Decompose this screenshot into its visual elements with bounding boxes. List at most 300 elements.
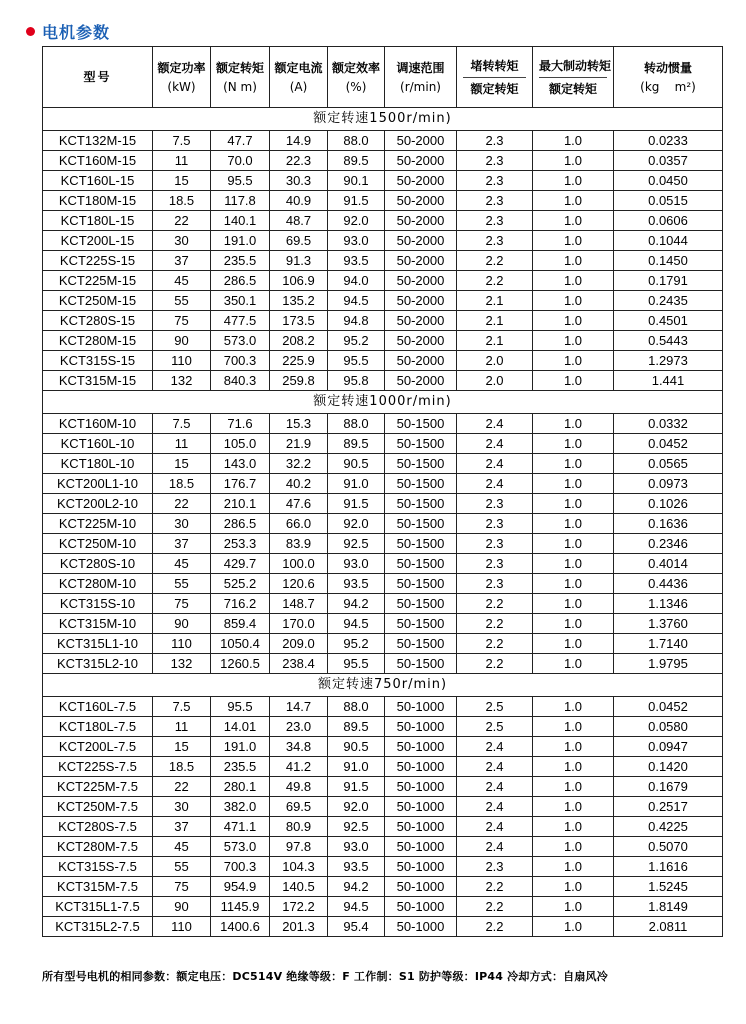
cell-power: 22 [153,211,211,231]
table-row [43,474,723,494]
cell-model: KCT160M-10 [43,414,153,434]
cell-inertia: 1.441 [614,371,723,391]
cell-stall-ratio: 2.3 [457,131,533,151]
header-current-unit: (A) [289,79,308,94]
cell-torque: 573.0 [211,331,270,351]
cell-current: 140.5 [270,877,328,897]
header-current-label: 额定电流 [274,60,323,75]
cell-speed-range: 50-1500 [385,434,457,454]
cell-torque: 47.7 [211,131,270,151]
cell-speed-range: 50-1500 [385,534,457,554]
cell-speed-range: 50-2000 [385,151,457,171]
cell-power: 55 [153,291,211,311]
cell-stall-ratio: 2.3 [457,231,533,251]
header-inertia [614,47,723,108]
cell-speed-range: 50-1500 [385,554,457,574]
cell-speed-range: 50-2000 [385,371,457,391]
cell-model: KCT132M-15 [43,131,153,151]
cell-current: 15.3 [270,414,328,434]
cell-stall-ratio: 2.2 [457,614,533,634]
cell-inertia: 0.1450 [614,251,723,271]
cell-max-brake-ratio: 1.0 [533,291,614,311]
cell-power: 37 [153,534,211,554]
cell-model: KCT280M-7.5 [43,837,153,857]
cell-stall-ratio: 2.1 [457,291,533,311]
table-row [43,514,723,534]
cell-max-brake-ratio: 1.0 [533,231,614,251]
cell-torque: 235.5 [211,251,270,271]
cell-speed-range: 50-1000 [385,797,457,817]
cell-efficiency: 94.5 [328,291,385,311]
cell-model: KCT225M-15 [43,271,153,291]
cell-inertia: 1.5245 [614,877,723,897]
table-row [43,211,723,231]
cell-torque: 176.7 [211,474,270,494]
cell-model: KCT160L-10 [43,434,153,454]
cell-max-brake-ratio: 1.0 [533,371,614,391]
bullet-icon [26,27,35,36]
cell-efficiency: 91.5 [328,494,385,514]
cell-max-brake-ratio: 1.0 [533,614,614,634]
cell-model: KCT315S-10 [43,594,153,614]
cell-efficiency: 89.5 [328,151,385,171]
cell-speed-range: 50-2000 [385,231,457,251]
cell-inertia: 0.0357 [614,151,723,171]
cell-current: 148.7 [270,594,328,614]
cell-inertia: 1.9795 [614,654,723,674]
cell-power: 90 [153,331,211,351]
header-efficiency-unit: (%) [345,79,367,94]
table-row [43,534,723,554]
cell-speed-range: 50-1000 [385,877,457,897]
cell-model: KCT280M-15 [43,331,153,351]
cell-model: KCT315M-10 [43,614,153,634]
cell-inertia: 0.4225 [614,817,723,837]
cell-power: 45 [153,271,211,291]
cell-model: KCT250M-15 [43,291,153,311]
cell-max-brake-ratio: 1.0 [533,634,614,654]
cell-current: 201.3 [270,917,328,937]
cell-model: KCT315S-15 [43,351,153,371]
cell-power: 15 [153,454,211,474]
cell-inertia: 0.0973 [614,474,723,494]
cell-model: KCT225S-15 [43,251,153,271]
table-header [43,47,723,108]
footnote: 所有型号电机的相同参数：额定电压：DC514V 绝缘等级：F 工作制：S1 防护等级：IP44 冷却方式：自扇风冷 [42,970,608,983]
cell-current: 172.2 [270,897,328,917]
cell-inertia: 0.2435 [614,291,723,311]
cell-torque: 471.1 [211,817,270,837]
table-row [43,817,723,837]
cell-speed-range: 50-1500 [385,454,457,474]
cell-efficiency: 92.5 [328,534,385,554]
cell-torque: 210.1 [211,494,270,514]
header-model: 型号 [43,47,153,108]
cell-speed-range: 50-2000 [385,171,457,191]
table-row [43,554,723,574]
header-efficiency [328,47,385,108]
cell-current: 41.2 [270,757,328,777]
cell-torque: 859.4 [211,614,270,634]
cell-torque: 71.6 [211,414,270,434]
section-title: 额定转速1500r/min) [43,108,723,131]
header-torque [211,47,270,108]
cell-speed-range: 50-1000 [385,697,457,717]
cell-inertia: 0.1026 [614,494,723,514]
cell-efficiency: 88.0 [328,697,385,717]
cell-speed-range: 50-1500 [385,574,457,594]
cell-power: 22 [153,494,211,514]
cell-current: 22.3 [270,151,328,171]
cell-efficiency: 95.4 [328,917,385,937]
section-header-row [43,391,723,414]
cell-current: 14.9 [270,131,328,151]
cell-inertia: 0.1636 [614,514,723,534]
table-row [43,737,723,757]
cell-efficiency: 94.2 [328,594,385,614]
cell-inertia: 1.2973 [614,351,723,371]
cell-model: KCT180L-15 [43,211,153,231]
cell-torque: 573.0 [211,837,270,857]
cell-stall-ratio: 2.3 [457,494,533,514]
table-row [43,351,723,371]
cell-power: 75 [153,877,211,897]
cell-speed-range: 50-1500 [385,594,457,614]
header-speed-range [385,47,457,108]
cell-current: 69.5 [270,231,328,251]
cell-max-brake-ratio: 1.0 [533,574,614,594]
table-row [43,494,723,514]
cell-efficiency: 89.5 [328,434,385,454]
cell-current: 173.5 [270,311,328,331]
cell-speed-range: 50-2000 [385,211,457,231]
table-row [43,697,723,717]
cell-model: KCT280S-10 [43,554,153,574]
cell-power: 45 [153,837,211,857]
table-row [43,414,723,434]
cell-max-brake-ratio: 1.0 [533,797,614,817]
cell-current: 91.3 [270,251,328,271]
cell-current: 47.6 [270,494,328,514]
cell-torque: 1400.6 [211,917,270,937]
cell-power: 110 [153,634,211,654]
cell-torque: 280.1 [211,777,270,797]
cell-stall-ratio: 2.3 [457,211,533,231]
cell-torque: 429.7 [211,554,270,574]
cell-model: KCT200L2-10 [43,494,153,514]
cell-power: 75 [153,311,211,331]
cell-max-brake-ratio: 1.0 [533,494,614,514]
cell-max-brake-ratio: 1.0 [533,474,614,494]
cell-efficiency: 95.2 [328,331,385,351]
cell-stall-ratio: 2.5 [457,717,533,737]
cell-max-brake-ratio: 1.0 [533,757,614,777]
cell-current: 32.2 [270,454,328,474]
table-row [43,434,723,454]
cell-max-brake-ratio: 1.0 [533,594,614,614]
cell-speed-range: 50-2000 [385,191,457,211]
cell-speed-range: 50-1000 [385,737,457,757]
cell-power: 22 [153,777,211,797]
cell-max-brake-ratio: 1.0 [533,454,614,474]
cell-efficiency: 92.0 [328,797,385,817]
cell-model: KCT250M-10 [43,534,153,554]
table-row [43,231,723,251]
table-row [43,717,723,737]
cell-efficiency: 90.5 [328,737,385,757]
cell-model: KCT250M-7.5 [43,797,153,817]
cell-stall-ratio: 2.4 [457,817,533,837]
cell-stall-ratio: 2.2 [457,917,533,937]
cell-stall-ratio: 2.2 [457,897,533,917]
table-row [43,171,723,191]
cell-efficiency: 91.0 [328,757,385,777]
header-inertia-label: 转动惯量 [643,60,692,75]
cell-efficiency: 95.2 [328,634,385,654]
cell-current: 259.8 [270,371,328,391]
header-efficiency-label: 额定效率 [331,60,380,75]
cell-stall-ratio: 2.2 [457,251,533,271]
cell-inertia: 0.4436 [614,574,723,594]
cell-model: KCT315M-7.5 [43,877,153,897]
table-row [43,311,723,331]
cell-speed-range: 50-1500 [385,494,457,514]
header-current [270,47,328,108]
table-row [43,291,723,311]
cell-stall-ratio: 2.2 [457,877,533,897]
cell-torque: 477.5 [211,311,270,331]
cell-current: 14.7 [270,697,328,717]
cell-stall-ratio: 2.3 [457,554,533,574]
cell-max-brake-ratio: 1.0 [533,777,614,797]
cell-efficiency: 91.0 [328,474,385,494]
cell-power: 15 [153,737,211,757]
cell-max-brake-ratio: 1.0 [533,191,614,211]
cell-power: 55 [153,574,211,594]
cell-efficiency: 95.5 [328,654,385,674]
cell-efficiency: 94.0 [328,271,385,291]
cell-current: 69.5 [270,797,328,817]
cell-torque: 1145.9 [211,897,270,917]
cell-efficiency: 93.5 [328,251,385,271]
table-row [43,634,723,654]
cell-power: 110 [153,917,211,937]
cell-efficiency: 93.5 [328,857,385,877]
cell-current: 106.9 [270,271,328,291]
cell-inertia: 1.1616 [614,857,723,877]
header-power-label: 额定功率 [157,60,206,75]
cell-speed-range: 50-1000 [385,837,457,857]
table-row [43,797,723,817]
cell-stall-ratio: 2.4 [457,474,533,494]
cell-efficiency: 95.8 [328,371,385,391]
table-row [43,614,723,634]
cell-current: 80.9 [270,817,328,837]
cell-model: KCT225M-10 [43,514,153,534]
cell-inertia: 0.1420 [614,757,723,777]
cell-torque: 143.0 [211,454,270,474]
cell-model: KCT200L-15 [43,231,153,251]
cell-speed-range: 50-1500 [385,654,457,674]
cell-speed-range: 50-1000 [385,817,457,837]
page-title [26,20,110,42]
cell-power: 45 [153,554,211,574]
cell-model: KCT200L1-10 [43,474,153,494]
cell-power: 30 [153,231,211,251]
cell-model: KCT180M-15 [43,191,153,211]
cell-inertia: 1.8149 [614,897,723,917]
table-body [43,108,723,937]
cell-inertia: 0.1679 [614,777,723,797]
cell-inertia: 1.3760 [614,614,723,634]
cell-max-brake-ratio: 1.0 [533,837,614,857]
cell-max-brake-ratio: 1.0 [533,351,614,371]
cell-torque: 95.5 [211,171,270,191]
table-row [43,917,723,937]
cell-inertia: 0.0332 [614,414,723,434]
cell-model: KCT280M-10 [43,574,153,594]
cell-stall-ratio: 2.1 [457,331,533,351]
cell-power: 55 [153,857,211,877]
cell-power: 11 [153,717,211,737]
cell-speed-range: 50-1000 [385,757,457,777]
cell-inertia: 0.0452 [614,434,723,454]
cell-inertia: 0.0450 [614,171,723,191]
cell-inertia: 0.4014 [614,554,723,574]
cell-inertia: 0.0515 [614,191,723,211]
cell-torque: 140.1 [211,211,270,231]
cell-model: KCT280S-7.5 [43,817,153,837]
cell-power: 15 [153,171,211,191]
cell-current: 40.9 [270,191,328,211]
cell-inertia: 0.0947 [614,737,723,757]
cell-max-brake-ratio: 1.0 [533,331,614,351]
cell-model: KCT180L-10 [43,454,153,474]
cell-power: 132 [153,654,211,674]
cell-power: 110 [153,351,211,371]
header-torque-label: 额定转矩 [215,60,264,75]
table-row [43,857,723,877]
cell-current: 100.0 [270,554,328,574]
header-speed-range-label: 调速范围 [396,60,445,75]
cell-power: 18.5 [153,757,211,777]
cell-power: 90 [153,614,211,634]
header-max-brake-ratio [533,47,614,108]
cell-current: 34.8 [270,737,328,757]
cell-efficiency: 93.0 [328,554,385,574]
header-stall-ratio [457,47,533,108]
cell-max-brake-ratio: 1.0 [533,897,614,917]
table-row [43,897,723,917]
cell-torque: 14.01 [211,717,270,737]
header-torque-unit: (N m) [223,79,257,94]
cell-efficiency: 94.5 [328,614,385,634]
title-text: 电机参数 [42,22,111,42]
cell-torque: 840.3 [211,371,270,391]
cell-inertia: 1.1346 [614,594,723,614]
cell-power: 18.5 [153,191,211,211]
cell-torque: 191.0 [211,231,270,251]
cell-torque: 1050.4 [211,634,270,654]
cell-efficiency: 92.0 [328,211,385,231]
header-inertia-unit: (kg m²) [640,79,696,94]
cell-efficiency: 90.1 [328,171,385,191]
cell-torque: 1260.5 [211,654,270,674]
cell-power: 7.5 [153,697,211,717]
header-stall-denominator: 额定转矩 [470,81,519,96]
cell-stall-ratio: 2.4 [457,837,533,857]
cell-speed-range: 50-2000 [385,331,457,351]
cell-speed-range: 50-1000 [385,857,457,877]
cell-torque: 700.3 [211,857,270,877]
table-row [43,454,723,474]
cell-current: 83.9 [270,534,328,554]
cell-speed-range: 50-2000 [385,251,457,271]
cell-model: KCT315L1-7.5 [43,897,153,917]
cell-max-brake-ratio: 1.0 [533,131,614,151]
cell-model: KCT315M-15 [43,371,153,391]
cell-max-brake-ratio: 1.0 [533,717,614,737]
cell-efficiency: 93.5 [328,574,385,594]
cell-speed-range: 50-2000 [385,131,457,151]
cell-power: 18.5 [153,474,211,494]
cell-power: 37 [153,251,211,271]
cell-speed-range: 50-1500 [385,474,457,494]
cell-max-brake-ratio: 1.0 [533,857,614,877]
header-power [153,47,211,108]
cell-max-brake-ratio: 1.0 [533,271,614,291]
cell-torque: 191.0 [211,737,270,757]
cell-current: 120.6 [270,574,328,594]
table-row [43,574,723,594]
cell-power: 11 [153,151,211,171]
cell-stall-ratio: 2.2 [457,271,533,291]
cell-inertia: 0.4501 [614,311,723,331]
cell-max-brake-ratio: 1.0 [533,554,614,574]
table-row [43,654,723,674]
cell-max-brake-ratio: 1.0 [533,917,614,937]
cell-torque: 235.5 [211,757,270,777]
cell-inertia: 0.0580 [614,717,723,737]
motor-parameter-table [42,46,723,937]
cell-stall-ratio: 2.3 [457,574,533,594]
header-max-brake-numerator: 最大制动转矩 [539,58,607,78]
table-row [43,594,723,614]
cell-max-brake-ratio: 1.0 [533,514,614,534]
cell-max-brake-ratio: 1.0 [533,414,614,434]
cell-speed-range: 50-1000 [385,717,457,737]
cell-torque: 700.3 [211,351,270,371]
cell-speed-range: 50-1500 [385,614,457,634]
cell-speed-range: 50-1500 [385,414,457,434]
cell-speed-range: 50-1000 [385,897,457,917]
cell-max-brake-ratio: 1.0 [533,211,614,231]
section-title: 额定转速1000r/min) [43,391,723,414]
cell-efficiency: 92.5 [328,817,385,837]
cell-stall-ratio: 2.0 [457,351,533,371]
cell-power: 37 [153,817,211,837]
cell-max-brake-ratio: 1.0 [533,151,614,171]
cell-stall-ratio: 2.3 [457,534,533,554]
cell-inertia: 0.2517 [614,797,723,817]
cell-torque: 350.1 [211,291,270,311]
cell-efficiency: 94.8 [328,311,385,331]
cell-inertia: 1.7140 [614,634,723,654]
cell-stall-ratio: 2.2 [457,634,533,654]
cell-stall-ratio: 2.4 [457,454,533,474]
cell-stall-ratio: 2.3 [457,171,533,191]
header-max-brake-denominator: 额定转矩 [548,81,597,96]
